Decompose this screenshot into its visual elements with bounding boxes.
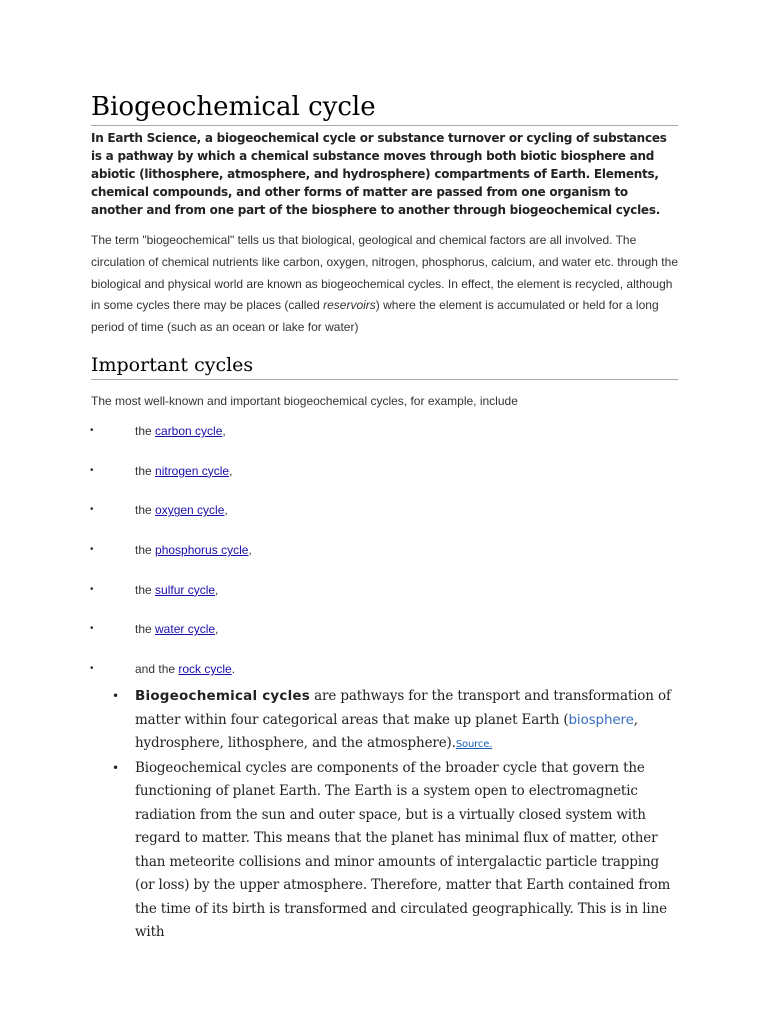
article	[91, 90, 678, 700]
reservoirs-term: reservoirs	[323, 298, 376, 313]
lead-paragraph: In Earth Science, a biogeochemical cycle or substance turnover or cycling of substances is a pathway by which a chemical substance moves through both biotic biosphere and abiotic (lithosphere, atmosphere, and hydrosphere) compartments of Earth. Elements, chemical compounds, and other forms of matter are passed from one organism to another and from one part of the biosphere to another through biogeochemical cycles.	[91, 131, 667, 217]
bullet-icon: •	[112, 689, 119, 703]
list-item-prefix: the	[135, 622, 156, 637]
list-item-suffix: ,	[229, 463, 233, 478]
source-link[interactable]: Source.	[455, 739, 493, 750]
bullet-icon: •	[90, 583, 94, 595]
list-item-water-cycle	[91, 620, 678, 638]
bullet-icon: •	[90, 623, 94, 635]
note-bold-term: Biogeochemical cycles	[135, 688, 311, 704]
list-item-prefix: the	[135, 423, 156, 438]
list-item-prefix: the	[135, 582, 156, 597]
water-cycle-link[interactable]: water cycle	[155, 622, 216, 637]
list-item-suffix: ,	[215, 622, 219, 637]
list-item-prefix: the	[135, 503, 156, 518]
list-item-prefix: and the	[135, 662, 179, 677]
bullet-icon: •	[90, 504, 94, 516]
note-text-cont: , hydrosphere, lithosphere, and the atmosphere).	[135, 711, 638, 751]
list-item-suffix: ,	[215, 582, 219, 597]
cycle-list	[91, 422, 678, 678]
list-item-carbon-cycle	[91, 422, 678, 440]
note-item-pathways	[112, 685, 678, 757]
list-item-nitrogen-cycle	[91, 462, 678, 480]
list-item-prefix: the	[135, 463, 156, 478]
section-heading-important-cycles: Important cycles	[91, 352, 678, 380]
bullet-icon: •	[90, 544, 94, 556]
definition-text-end: ) where the element is accumulated or held for a long period of time (such as an ocean or lake for water)	[91, 298, 659, 335]
note-item-components	[112, 757, 678, 945]
note-text: Biogeochemical cycles are components of the broader cycle that govern the functioning of planet Earth. The Earth is a system open to electromagnetic radiation from the sun and outer space, but is a virtually closed system with regard to matter. This means that the planet has minimal flux of matter, other than meteorite collisions and minor amounts of intergalactic particle trapping (or loss) by the upper atmosphere. Therefore, matter that Earth contained from the time of its birth is transformed and circulated geographically. This is in line with	[135, 759, 671, 940]
carbon-cycle-link[interactable]: carbon cycle	[155, 423, 223, 438]
list-item-prefix: the	[135, 543, 156, 558]
note-text: are pathways for the transport and transformation of matter within four categorical areas that make up planet Earth (	[135, 688, 671, 728]
bullet-icon: •	[90, 424, 94, 436]
list-item-suffix: ,	[222, 423, 226, 438]
bullet-icon: •	[112, 760, 119, 775]
notes-list	[112, 685, 678, 945]
rock-cycle-link[interactable]: rock cycle	[178, 662, 232, 677]
section-intro: The most well-known and important biogeochemical cycles, for example, include	[91, 393, 518, 408]
list-item-suffix: ,	[248, 543, 252, 558]
definition-paragraph	[91, 230, 678, 339]
bullet-icon: •	[90, 663, 94, 675]
sulfur-cycle-link[interactable]: sulfur cycle	[155, 582, 216, 597]
bullet-icon: •	[90, 464, 94, 476]
definition-text-start: The term "biogeochemical" tells us that biological, geological and chemical factors are all involved. The circulation of chemical nutrients like carbon, oxygen, nitrogen, phosphorus, calcium, and water etc. through the biological and physical world are known as biogeochemical cycles. In effect, the element is recycled, although in some cycles there may be places (called	[91, 233, 678, 313]
page-title: Biogeochemical cycle	[91, 90, 678, 126]
list-item-oxygen-cycle	[91, 501, 678, 519]
list-item-suffix: ,	[224, 503, 228, 518]
nitrogen-cycle-link[interactable]: nitrogen cycle	[155, 463, 230, 478]
list-item-suffix: .	[231, 662, 236, 677]
oxygen-cycle-link[interactable]: oxygen cycle	[155, 503, 225, 518]
list-item-phosphorus-cycle	[91, 541, 678, 559]
biosphere-link[interactable]: biosphere	[568, 711, 634, 728]
list-item-sulfur-cycle	[91, 581, 678, 599]
list-item-rock-cycle	[91, 660, 678, 678]
phosphorus-cycle-link[interactable]: phosphorus cycle	[155, 543, 249, 558]
